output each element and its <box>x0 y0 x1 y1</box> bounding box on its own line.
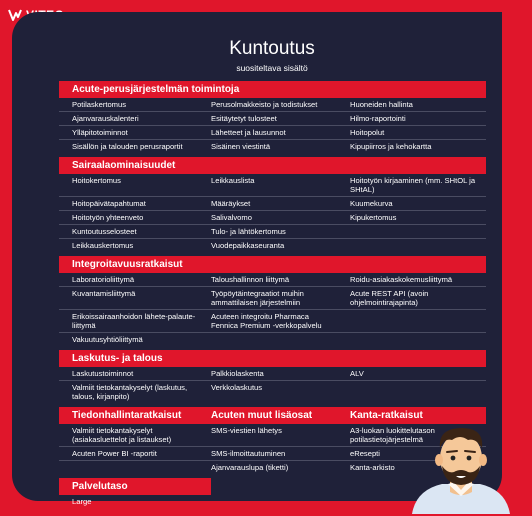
table-row <box>59 197 486 211</box>
table-cell: Ajanvarauslupa (tiketti) <box>211 463 289 472</box>
table-cell: Laboratorioliittymä <box>72 275 135 284</box>
table-row <box>59 310 486 333</box>
person-illustration <box>408 422 514 514</box>
table-row <box>59 126 486 140</box>
table-cell: Esitäytetyt tulosteet <box>211 114 277 123</box>
table-cell: SMS-ilmoittautuminen <box>211 449 286 458</box>
table-cell: Lähetteet ja lausunnot <box>211 128 286 137</box>
table-cell <box>337 239 486 252</box>
section-header-addons: Acuten muut lisäosat <box>211 410 313 421</box>
table-cell: Hoitotyön yhteenveto <box>72 213 144 222</box>
table-cell: Salivalvomo <box>211 213 252 222</box>
section-header-kanta: Kanta-ratkaisut <box>350 410 423 421</box>
table-cell: Leikkauskertomus <box>72 241 134 250</box>
table-row <box>59 140 486 153</box>
section-header-service-level: Palvelutaso <box>59 478 211 495</box>
table-cell: Huoneiden hallinta <box>350 100 413 109</box>
table-cell: ALV <box>350 369 364 378</box>
table-cell: Vuodepaikkaseuranta <box>211 241 285 250</box>
table-cell: Roidu-asiakaskokemusliittymä <box>350 275 453 284</box>
table-cell: Kanta-arkisto <box>350 463 395 472</box>
table-cell: Laskutustoiminnot <box>72 369 134 378</box>
table-row <box>59 112 486 126</box>
table-cell: eResepti <box>350 449 380 458</box>
table-cell <box>198 333 337 346</box>
table-cell: Acuten Power BI -raportit <box>72 449 157 458</box>
table-cell <box>337 225 486 238</box>
page-subtitle: suositeltava sisältö <box>236 63 308 73</box>
table-cell <box>337 310 486 332</box>
table-cell: Sisällön ja talouden perusraportit <box>72 142 183 151</box>
section-header-billing: Laskutus- ja talous <box>59 350 486 367</box>
table-cell: Large <box>72 497 92 506</box>
table-cell: Kuvantamisliittymä <box>72 289 136 298</box>
table-row <box>59 287 486 310</box>
section-header-acute: Acute-perusjärjestelmän toimintoja <box>59 81 486 98</box>
table-cell: Kuntoutusselosteet <box>72 227 137 236</box>
section-header-data-management: Tiedonhallintaratkaisut <box>72 410 182 421</box>
table-cell: Vakuutusyhtiöliittymä <box>72 335 143 344</box>
table-cell: Hilmo-raportointi <box>350 114 406 123</box>
table-cell: Hoitopäivätapahtumat <box>72 199 146 208</box>
table-row <box>59 333 486 346</box>
table-cell: SMS-viestien lähetys <box>211 426 282 435</box>
table-cell <box>337 333 486 346</box>
table-row <box>59 98 486 112</box>
table-cell: Perusolmakkeisto ja todistukset <box>211 100 318 109</box>
table-cell: Sisäinen viestintä <box>211 142 271 151</box>
table-row <box>59 367 486 381</box>
table-cell: Tulo- ja lähtökertomus <box>211 227 286 236</box>
table-cell: Kipupiirros ja kehokartta <box>350 142 432 151</box>
table-cell: Työpöytäintegraatiot muihin ammattilaisen järjestelmiin <box>211 289 304 307</box>
table-cell: Palkkiolaskenta <box>211 369 264 378</box>
table-cell: Potilaskertomus <box>72 100 127 109</box>
table-cell: Erikoissairaanhoidon lähete-palaute-liittymä <box>72 312 196 330</box>
table-row <box>59 273 486 287</box>
table-cell: Taloushallinnon liittymä <box>211 275 290 284</box>
section-header-integrations: Integroitavuusratkaisut <box>59 256 486 273</box>
table-cell <box>337 381 486 403</box>
table-cell: Kipukertomus <box>350 213 397 222</box>
table-row <box>59 225 486 239</box>
page-title: Kuntoutus <box>229 38 315 59</box>
table-cell: A3-luokan luokittelutason potilastietojärjestelmä <box>350 426 435 444</box>
table-cell: Verkkolaskutus <box>211 383 263 392</box>
table-cell: Ajanvarauskalenteri <box>72 114 139 123</box>
table-cell: Määräykset <box>211 199 251 208</box>
table-row <box>59 174 486 197</box>
table-cell: Valmiit tietokantakyselyt (asiakasluettelot ja listaukset) <box>72 426 172 444</box>
section-header-sairaala: Sairaalaominaisuudet <box>59 157 486 174</box>
table-cell: Acuteen integroitu Pharmaca Fennica Premium -verkkopalvelu <box>211 312 322 330</box>
table-cell: Hoitopolut <box>350 128 385 137</box>
table-cell: Kuumekurva <box>350 199 393 208</box>
table-cell: Leikkauslista <box>211 176 255 185</box>
table-cell: Ylläpitotoiminnot <box>72 128 128 137</box>
table-cell: Hoitotyön kirjaaminen (mm. SHtOL ja SHtAL) <box>350 176 476 194</box>
table-row <box>59 239 486 252</box>
table-cell: Hoitokertomus <box>72 176 121 185</box>
table-cell: Valmiit tietokantakyselyt (laskutus, talous, kirjanpito) <box>72 383 188 401</box>
table-cell <box>59 461 198 474</box>
table-row <box>59 211 486 225</box>
table-cell: Acute REST API (avoin ohjelmointirajapinta) <box>350 289 429 307</box>
table-row <box>59 381 486 403</box>
